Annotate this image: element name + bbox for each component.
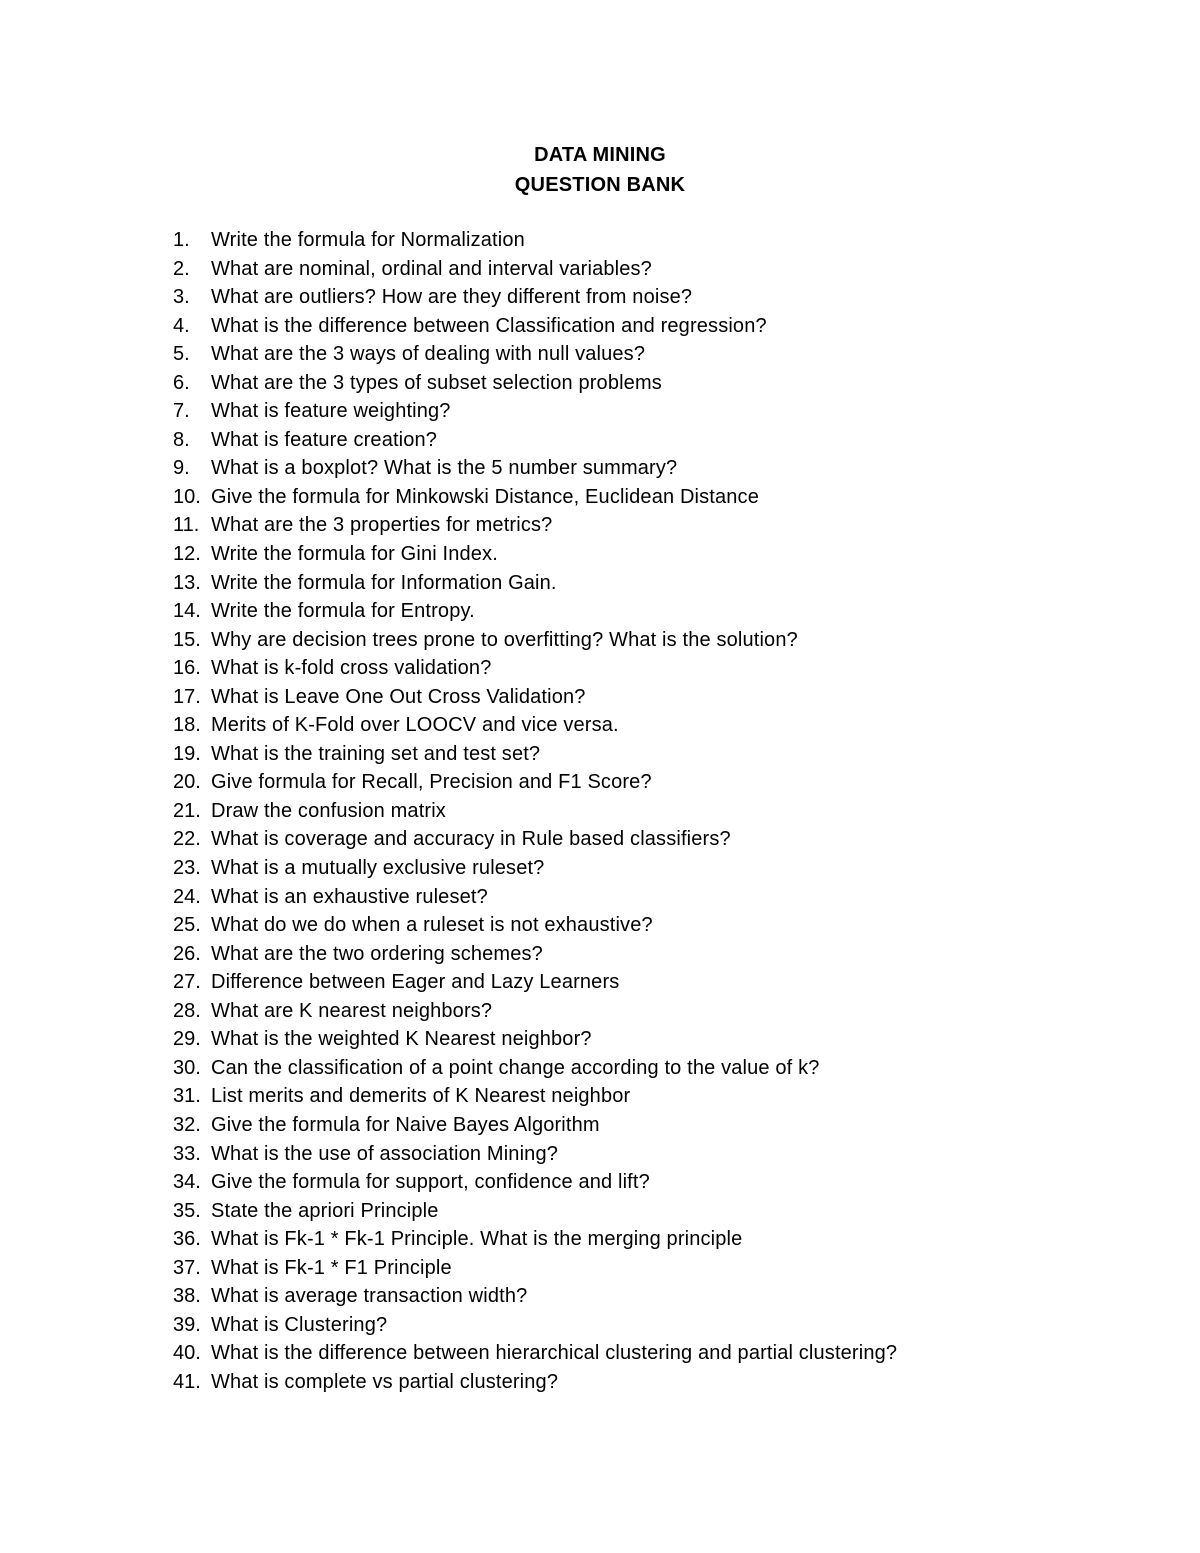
question-item (173, 1254, 1073, 1283)
question-item (173, 1282, 1073, 1311)
question-item (173, 797, 1073, 826)
question-number: 3. (173, 286, 190, 309)
question-item (173, 825, 1073, 854)
question-item (173, 1368, 1073, 1397)
question-number: 19. (173, 742, 201, 765)
question-list (173, 226, 1073, 1396)
question-number: 24. (173, 885, 201, 908)
question-text: What is the weighted K Nearest neighbor? (211, 1028, 592, 1051)
question-item (173, 597, 1073, 626)
question-number: 1. (173, 229, 190, 251)
question-text: What is Fk-1 * F1 Principle (211, 1256, 452, 1279)
question-item (173, 1339, 1073, 1368)
question-item (173, 940, 1073, 969)
question-text: What are the 3 types of subset selection problems (211, 371, 662, 394)
question-number: 15. (173, 628, 201, 651)
question-text: What is Clustering? (211, 1313, 388, 1336)
question-item (173, 340, 1073, 369)
question-text: What are K nearest neighbors? (211, 999, 493, 1022)
question-item (173, 511, 1073, 540)
question-number: 8. (173, 428, 190, 451)
question-item (173, 1197, 1073, 1226)
question-number: 11. (173, 514, 200, 537)
question-item (173, 312, 1073, 341)
question-item (173, 768, 1073, 797)
question-item (173, 569, 1073, 598)
question-number: 33. (173, 1142, 201, 1165)
question-item (173, 255, 1073, 284)
question-text: What do we do when a ruleset is not exhaustive? (211, 914, 653, 937)
question-text: Give the formula for Minkowski Distance, Euclidean Distance (211, 485, 759, 508)
question-item (173, 740, 1073, 769)
question-number: 2. (173, 257, 190, 280)
question-text: What is Leave One Out Cross Validation? (211, 685, 586, 708)
question-text: What is Fk-1 * Fk-1 Principle. What is the merging principle (211, 1228, 743, 1251)
question-text: What is k-fold cross validation? (211, 657, 492, 680)
question-number: 29. (173, 1028, 201, 1051)
question-text: Give formula for Recall, Precision and F1 Score? (211, 771, 652, 794)
question-text: What is complete vs partial clustering? (211, 1370, 559, 1393)
question-number: 4. (173, 314, 190, 337)
question-number: 34. (173, 1171, 201, 1194)
question-number: 31. (173, 1085, 201, 1108)
question-item (173, 1140, 1073, 1169)
question-text: Draw the confusion matrix (211, 799, 446, 822)
question-item (173, 711, 1073, 740)
question-number: 7. (173, 400, 190, 423)
question-item (173, 426, 1073, 455)
question-number: 12. (173, 543, 201, 566)
question-number: 18. (173, 714, 201, 737)
question-number: 10. (173, 485, 201, 508)
question-item (173, 968, 1073, 997)
question-text: What is the difference between Classification and regression? (211, 314, 767, 337)
question-item (173, 1225, 1073, 1254)
question-text: List merits and demerits of K Nearest neighbor (211, 1085, 631, 1108)
question-number: 32. (173, 1113, 201, 1136)
question-number: 37. (173, 1256, 201, 1279)
question-number: 35. (173, 1199, 201, 1222)
question-item (173, 454, 1073, 483)
question-text: What is the use of association Mining? (211, 1142, 558, 1165)
question-item (173, 369, 1073, 398)
question-text: Write the formula for Information Gain. (211, 571, 557, 594)
question-number: 20. (173, 771, 201, 794)
question-text: Can the classification of a point change according to the value of k? (211, 1056, 820, 1079)
question-item (173, 883, 1073, 912)
question-item (173, 1311, 1073, 1340)
question-text: What are nominal, ordinal and interval variables? (211, 257, 652, 280)
question-number: 27. (173, 971, 201, 994)
question-text: Give the formula for support, confidence and lift? (211, 1171, 650, 1194)
question-item (173, 226, 1073, 255)
question-number: 9. (173, 457, 190, 480)
question-number: 16. (173, 657, 201, 680)
question-text: State the apriori Principle (211, 1199, 439, 1222)
question-item (173, 1082, 1073, 1111)
question-text: What is feature weighting? (211, 400, 451, 423)
question-text: What is a boxplot? What is the 5 number summary? (211, 457, 678, 480)
question-number: 39. (173, 1313, 201, 1336)
question-item (173, 997, 1073, 1026)
question-text: What is the training set and test set? (211, 742, 541, 765)
question-text: Write the formula for Normalization (211, 229, 525, 251)
question-text: Give the formula for Naive Bayes Algorithm (211, 1113, 600, 1136)
question-number: 28. (173, 999, 201, 1022)
question-item (173, 1025, 1073, 1054)
question-number: 5. (173, 343, 190, 366)
question-number: 17. (173, 685, 201, 708)
question-text: What are the 3 properties for metrics? (211, 514, 553, 537)
question-text: What are the two ordering schemes? (211, 942, 543, 965)
question-number: 25. (173, 914, 201, 937)
question-number: 41. (173, 1370, 201, 1393)
question-item (173, 911, 1073, 940)
question-text: Write the formula for Gini Index. (211, 543, 498, 566)
question-item (173, 683, 1073, 712)
question-text: Why are decision trees prone to overfitting? What is the solution? (211, 628, 798, 651)
question-text: What is a mutually exclusive ruleset? (211, 857, 545, 880)
question-number: 14. (173, 600, 201, 623)
question-item (173, 540, 1073, 569)
question-item (173, 854, 1073, 883)
question-item (173, 397, 1073, 426)
question-text: What is coverage and accuracy in Rule based classifiers? (211, 828, 731, 851)
question-text: What are the 3 ways of dealing with null values? (211, 343, 646, 366)
question-item (173, 626, 1073, 655)
question-number: 26. (173, 942, 201, 965)
question-text: What is average transaction width? (211, 1285, 528, 1308)
question-text: What is an exhaustive ruleset? (211, 885, 488, 908)
title-block (0, 140, 1200, 200)
question-number: 36. (173, 1228, 201, 1251)
question-text: What is feature creation? (211, 428, 438, 451)
question-text: What are outliers? How are they different from noise? (211, 286, 693, 309)
question-text: Merits of K-Fold over LOOCV and vice versa. (211, 714, 619, 737)
question-item (173, 1168, 1073, 1197)
document-title: DATA MINING (534, 144, 666, 166)
question-item (173, 283, 1073, 312)
question-item (173, 483, 1073, 512)
question-text: Write the formula for Entropy. (211, 600, 475, 623)
question-number: 13. (173, 571, 201, 594)
question-text: What is the difference between hierarchical clustering and partial clustering? (211, 1342, 898, 1365)
question-text: Difference between Eager and Lazy Learners (211, 971, 620, 994)
question-number: 40. (173, 1342, 201, 1365)
document-subtitle: QUESTION BANK (514, 174, 686, 196)
question-number: 21. (173, 799, 201, 822)
question-item (173, 1054, 1073, 1083)
question-number: 6. (173, 371, 190, 394)
question-number: 30. (173, 1056, 201, 1079)
question-number: 38. (173, 1285, 201, 1308)
question-number: 23. (173, 857, 201, 880)
question-item (173, 1111, 1073, 1140)
question-item (173, 654, 1073, 683)
question-number: 22. (173, 828, 201, 851)
